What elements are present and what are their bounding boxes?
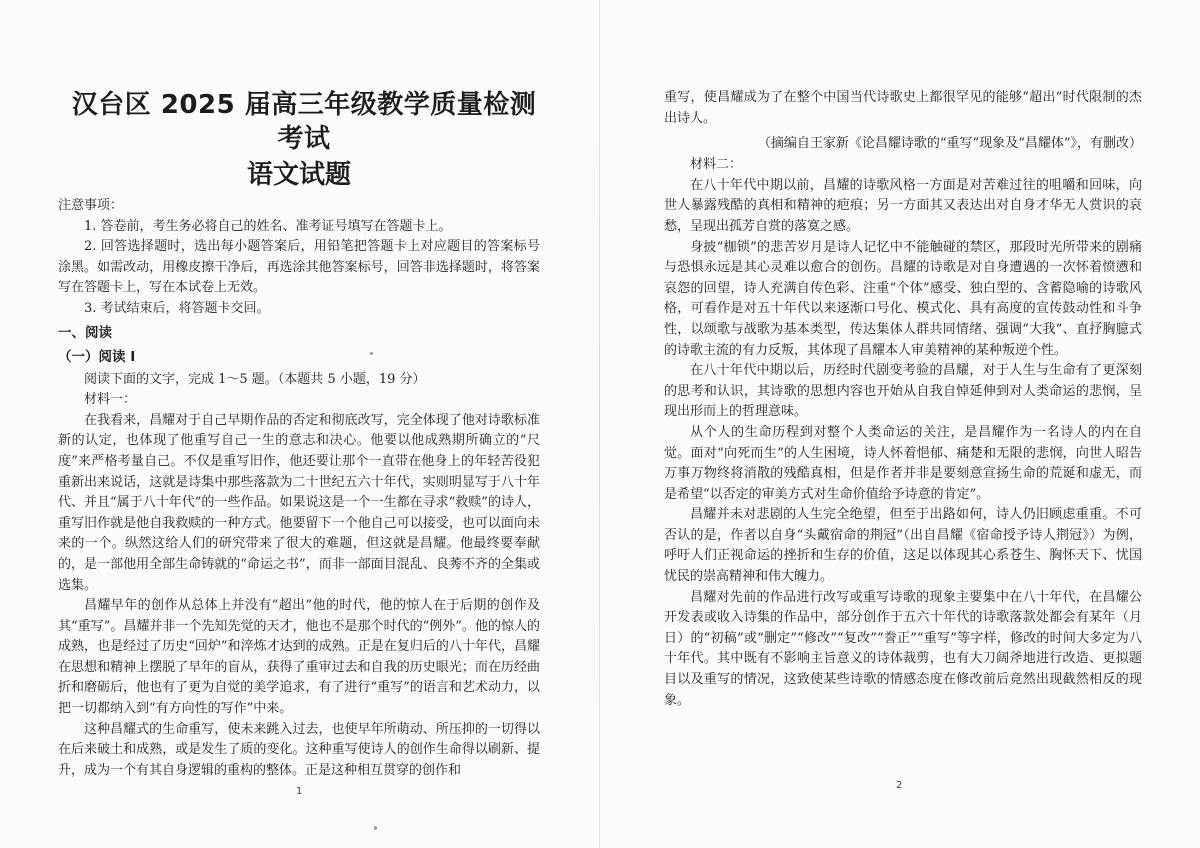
body-paragraph: 昌耀并未对悲剧的人生完全绝望，但至于出路如何，诗人仍旧顾虑重重。不可否认的是，作者以自身“头戴宿命的荆冠”（出自昌耀《宿命授予诗人荆冠》）为例，呼吁人们正视命运的挫折和生存的价值，这足以体现其心系苍生、胸怀天下、忧国忧民的崇高精神和伟大魄力。 [664,507,1142,585]
section-heading: 一、阅读 [58,324,112,341]
body-paragraph: 从个人的生命历程到对整个人类命运的关注，是昌耀作为一名诗人的内在自觉。面对“向死而生”的人生困境，诗人怀着悒郁、痛楚和无限的悲悯，向世人昭告万事万物终将消散的残酷真相，但是作者并非是要刻意宣扬生命的荒诞和虚无，而是希望“以否定的审美方式对生命价值给予诗意的肯定”。 [664,424,1142,502]
body-paragraph: 在我看来，昌耀对于自己早期作品的否定和彻底改写，完全体现了他对诗歌标准新的认定，也体现了他重写自己一生的意志和决心。他要以他成熟期所确立的“尺度”来严格考量自己。不仅是重写旧作，他还要让那个一直带在他身上的年轻苦役犯重新出来说话，这就是诗集中那些落款为二十世纪五六十年代，实则明显写于八十年代、并且“属于八十年代”的一些作品。如果说这是一个一生都在寻求“救赎”的诗人，重写旧作就是他自我救赎的一种方式。他要留下一个他自己可以接受，也可以面向未来的一个。纵然这给人们的研究带来了很大的难题，但这就是昌耀。他最终要奉献的，是一部他用全部生命铸就的“命运之书”，而非一部面目混乱、良莠不齐的全集或选集。 [58,412,540,593]
right-column [664,88,1142,711]
body-paragraph: 在八十年代中期以前，昌耀的诗歌风格一方面是对苦难过往的咀嚼和回味，向世人暴露残酷的真相和精神的疤痕；另一方面其又表达出对自身才华无人赏识的哀愁，呈现出孤芳自赏的落寞之感。 [664,177,1142,234]
body-paragraph: 在八十年代中期以后，历经时代剧变考验的昌耀，对于人生与生命有了更深刻的思考和认识，其诗歌的思想内容也开始从自我自悼延伸到对人类命运的悲悯，呈现出形而上的哲理意味。 [664,363,1142,420]
body-paragraph: 昌耀早年的创作从总体上并没有“超出”他的时代，他的惊人在于后期的创作及其“重写”。昌耀并非一个先知先觉的天才，他也不是那个时代的“例外”。他的惊人的成熟，也是经过了历史“回炉”和淬炼才达到的成熟。正是在复归后的八十年代，昌耀在思想和精神上摆脱了早年的盲从，获得了重审过去和自我的历史眼光；而在历经曲折和磨砺后，他也有了更为自觉的美学追求，有了进行“重写”的语言和艺术动力，以把一切都纳入到“有方向性的写作”中来。 [58,598,540,717]
scan-speck [374,826,377,830]
exam-title: 汉台区 2025 届高三年级教学质量检测考试 [71,90,537,154]
notice-item: 3. 考试结束后，将答题卡交回。 [84,300,270,316]
page-number: 2 [896,780,903,791]
body-paragraph: 身披“枷锁”的悲苦岁月是诗人记忆中不能触碰的禁区，那段时光所带来的剧痛与恐惧永远是其心灵难以愈合的创伤。昌耀的诗歌是对自身遭遇的一次怀着愤懑和哀怨的回望，诗人充满自传色彩、注重“个体”感受、独白型的、含蓄隐喻的诗歌风格，可看作是对五十年代以来逐渐口号化、模式化、具有高度的宣传鼓动性和斗争性，以颂歌与战歌为基本类型，传达集体人群共同情绪、强调“大我”、直抒胸臆式的诗歌主流的有力反叛，其体现了昌耀本人审美精神的某种叛逆个性。 [664,239,1142,358]
page-number: 1 [296,786,303,797]
body-paragraph: 昌耀对先前的作品进行改写或重写诗歌的现象主要集中在八十年代，在昌耀公开发表或收入诗集的作品中，部分创作于五六十年代的诗歌落款处都会有某年（月日）的“初稿”或“删定”“修改”“复改”“誊正”“重写”等字样，修改的时间大多定为八十年代。其中既有不影响主旨意义的诗体裁剪，也有大刀阔斧地进行改造、更拟题目以及重写的情况，这致使某些诗歌的情感态度在修改前后竟然出现截然相反的现象。 [664,589,1142,708]
notice-item: 2. 回答选择题时，选出每小题答案后，用铅笔把答题卡上对应题目的答案标号涂黑。如需改动，用橡皮擦干净后，再选涂其他答案标号，回答非选择题时，将答案写在答题卡上，写在本试卷上无效。 [58,239,540,296]
notice-item: 1. 答卷前，考生务必将自己的姓名、准考证号填写在答题卡上。 [84,218,452,234]
right-page [600,0,1200,848]
left-column [58,88,540,781]
subsection-heading: （一）阅读 I [58,348,136,365]
notice-heading: 注意事项： [58,198,124,213]
instruction-text: 阅读下面的文字，完成 1～5 题。（本题共 5 小题，19 分） [84,371,426,387]
continued-paragraph: 重写，使昌耀成为了在整个中国当代诗歌史上都很罕见的能够“超出”时代限制的杰出诗人。 [664,90,1142,126]
material-label: 材料一： [84,392,137,408]
material-label: 材料二： [690,157,743,173]
exam-subtitle: 语文试题 [246,160,351,190]
body-paragraph: 这种昌耀式的生命重写，使未来跳入过去，也使早年所萌动、所压抑的一切得以在后来破土和成熟，或是发生了质的变化。这种重写使诗人的创作生命得以刷新、提升，成为一个有其自身逻辑的重构的整体。正是这种相互贯穿的创作和 [58,721,540,778]
source-citation: （摘编自王家新《论昌耀诗歌的“重写”现象及“昌耀体”》，有删改） [757,136,1142,152]
scan-speck [370,352,373,355]
